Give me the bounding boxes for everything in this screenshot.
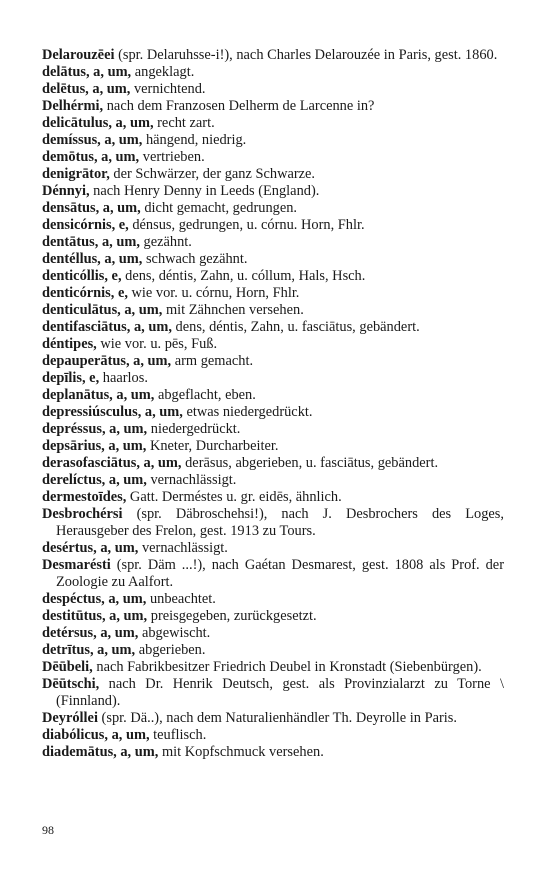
dictionary-entry [42,540,504,557]
dictionary-entry [42,438,504,455]
entry-definition: vernachlässigt. [146,472,237,488]
dictionary-entry [42,47,504,64]
entry-definition: arm gemacht. [171,353,254,369]
dictionary-entry [42,608,504,625]
entry-definition: unbeachtet. [146,591,216,607]
entry-definition: preisgegeben, zurückgesetzt. [147,608,317,624]
entry-definition: teuflisch. [149,727,207,743]
entry-headword: depīlis, e, [42,370,100,386]
entry-headword: derasofasciātus, a, um, [42,455,182,471]
entry-definition: dicht gemacht, gedrungen. [140,200,298,216]
entry-definition: abgeflacht, eben. [154,387,256,403]
entry-definition: haarlos. [99,370,148,386]
entry-definition: (spr. Dä..), nach dem Naturalienhändler Th. Deyrolle in Paris. [97,710,457,726]
dictionary-entry [42,183,504,200]
entry-definition: niedergedrückt. [147,421,241,437]
entry-definition: angeklagt. [131,64,195,80]
entry-headword: diademātus, a, um, [42,744,159,760]
entry-definition: nach Dr. Henrik Deutsch, gest. als Provinzialarzt zu Torne \ (Finnland). [56,676,504,709]
entry-headword: diabólicus, a, um, [42,727,150,743]
entry-headword: Desmarésti [42,557,111,573]
dictionary-entry [42,115,504,132]
entry-headword: densātus, a, um, [42,200,141,216]
dictionary-entry [42,217,504,234]
dictionary-entry [42,370,504,387]
entry-headword: dentifasciātus, a, um, [42,319,172,335]
dictionary-entry [42,319,504,336]
entry-definition: wie vor. u. pēs, Fuß. [96,336,218,352]
dictionary-entry [42,302,504,319]
entry-list [42,47,504,761]
entry-definition: etwas niedergedrückt. [182,404,313,420]
dictionary-entry [42,285,504,302]
entry-headword: Delarouzēei [42,47,115,63]
entry-definition: gezähnt. [139,234,192,250]
dictionary-entry [42,489,504,506]
entry-headword: Desbrochérsi [42,506,123,522]
dictionary-entry [42,421,504,438]
entry-headword: deplanātus, a, um, [42,387,155,403]
dictionary-entry [42,472,504,489]
entry-definition: nach Henry Denny in Leeds (England). [89,183,320,199]
entry-headword: delicātulus, a, um, [42,115,154,131]
entry-headword: dentātus, a, um, [42,234,140,250]
entry-definition: nach dem Franzosen Delherm de Larcenne in? [103,98,375,114]
dictionary-entry [42,404,504,421]
entry-headword: densicórnis, e, [42,217,129,233]
page-number: 98 [42,823,54,837]
entry-headword: derelíctus, a, um, [42,472,147,488]
entry-headword: Delhérmi, [42,98,104,114]
entry-definition: dens, déntis, Zahn, u. cóllum, Hals, Hsch. [121,268,366,284]
entry-headword: denticulātus, a, um, [42,302,163,318]
entry-definition: dens, déntis, Zahn, u. fasciātus, gebändert. [171,319,420,335]
entry-definition: mit Kopfschmuck versehen. [158,744,324,760]
entry-headword: Deyróllei [42,710,98,726]
dictionary-entry [42,676,504,710]
dictionary-entry [42,149,504,166]
entry-definition: (spr. Delaruhsse-i!), nach Charles Delarouzée in Paris, gest. 1860. [114,47,498,63]
entry-headword: denigrātor, [42,166,110,182]
entry-definition: Gatt. Derméstes u. gr. eidēs, ähnlich. [126,489,342,505]
entry-definition: Kneter, Durcharbeiter. [146,438,279,454]
entry-definition: derāsus, abgerieben, u. fasciātus, gebändert. [181,455,439,471]
entry-definition: mit Zähnchen versehen. [162,302,304,318]
dictionary-entry [42,659,504,676]
entry-headword: déntipes, [42,336,97,352]
entry-headword: delētus, a, um, [42,81,131,97]
entry-definition: vernachlässigt. [138,540,228,556]
dictionary-entry [42,251,504,268]
entry-headword: depressiúsculus, a, um, [42,404,183,420]
dictionary-entry [42,642,504,659]
entry-definition: wie vor. u. córnu, Horn, Fhlr. [127,285,300,301]
entry-definition: dénsus, gedrungen, u. córnu. Horn, Fhlr. [128,217,365,233]
entry-headword: despéctus, a, um, [42,591,147,607]
entry-headword: depauperātus, a, um, [42,353,172,369]
dictionary-entry [42,132,504,149]
entry-definition: nach Fabrikbesitzer Friedrich Deubel in Kronstadt (Siebenbürgen). [92,659,482,675]
entry-definition: (spr. Däbroschehsi!), nach J. Desbrochers des Loges, Herausgeber des Frelon, gest. 1913 zu Tours. [56,506,504,539]
dictionary-entry [42,64,504,81]
entry-definition: recht zart. [153,115,215,131]
entry-headword: demōtus, a, um, [42,149,140,165]
entry-headword: destitūtus, a, um, [42,608,148,624]
dictionary-entry [42,506,504,540]
dictionary-entry [42,98,504,115]
dictionary-entry [42,353,504,370]
entry-definition: hängend, niedrig. [142,132,247,148]
entry-headword: Dénnyi, [42,183,90,199]
entry-headword: Dēūbeli, [42,659,93,675]
entry-headword: denticórnis, e, [42,285,128,301]
entry-definition: vernichtend. [130,81,206,97]
dictionary-entry [42,455,504,472]
entry-headword: delātus, a, um, [42,64,132,80]
dictionary-entry [42,336,504,353]
entry-definition: abgerieben. [135,642,206,658]
entry-headword: desértus, a, um, [42,540,139,556]
entry-definition: der Schwärzer, der ganz Schwarze. [109,166,316,182]
entry-definition: abgewischt. [138,625,211,641]
entry-headword: depsārius, a, um, [42,438,147,454]
entry-headword: denticóllis, e, [42,268,122,284]
dictionary-entry [42,234,504,251]
dictionary-entry [42,387,504,404]
entry-headword: detérsus, a, um, [42,625,139,641]
entry-headword: demíssus, a, um, [42,132,143,148]
entry-headword: dentéllus, a, um, [42,251,143,267]
dictionary-entry [42,744,504,761]
dictionary-entry [42,557,504,591]
entry-headword: depréssus, a, um, [42,421,148,437]
dictionary-entry [42,166,504,183]
dictionary-entry [42,727,504,744]
dictionary-entry [42,200,504,217]
entry-definition: (spr. Däm ...!), nach Gaétan Desmarest, gest. 1808 als Prof. der Zoologie zu Aalfort. [56,557,504,590]
dictionary-entry [42,81,504,98]
entry-definition: vertrieben. [139,149,205,165]
entry-headword: Dēūtschi, [42,676,100,692]
dictionary-entry [42,268,504,285]
entry-definition: schwach gezähnt. [142,251,248,267]
entry-headword: detrītus, a, um, [42,642,136,658]
dictionary-entry [42,591,504,608]
entry-headword: dermestoīdes, [42,489,127,505]
dictionary-entry [42,625,504,642]
dictionary-entry [42,710,504,727]
